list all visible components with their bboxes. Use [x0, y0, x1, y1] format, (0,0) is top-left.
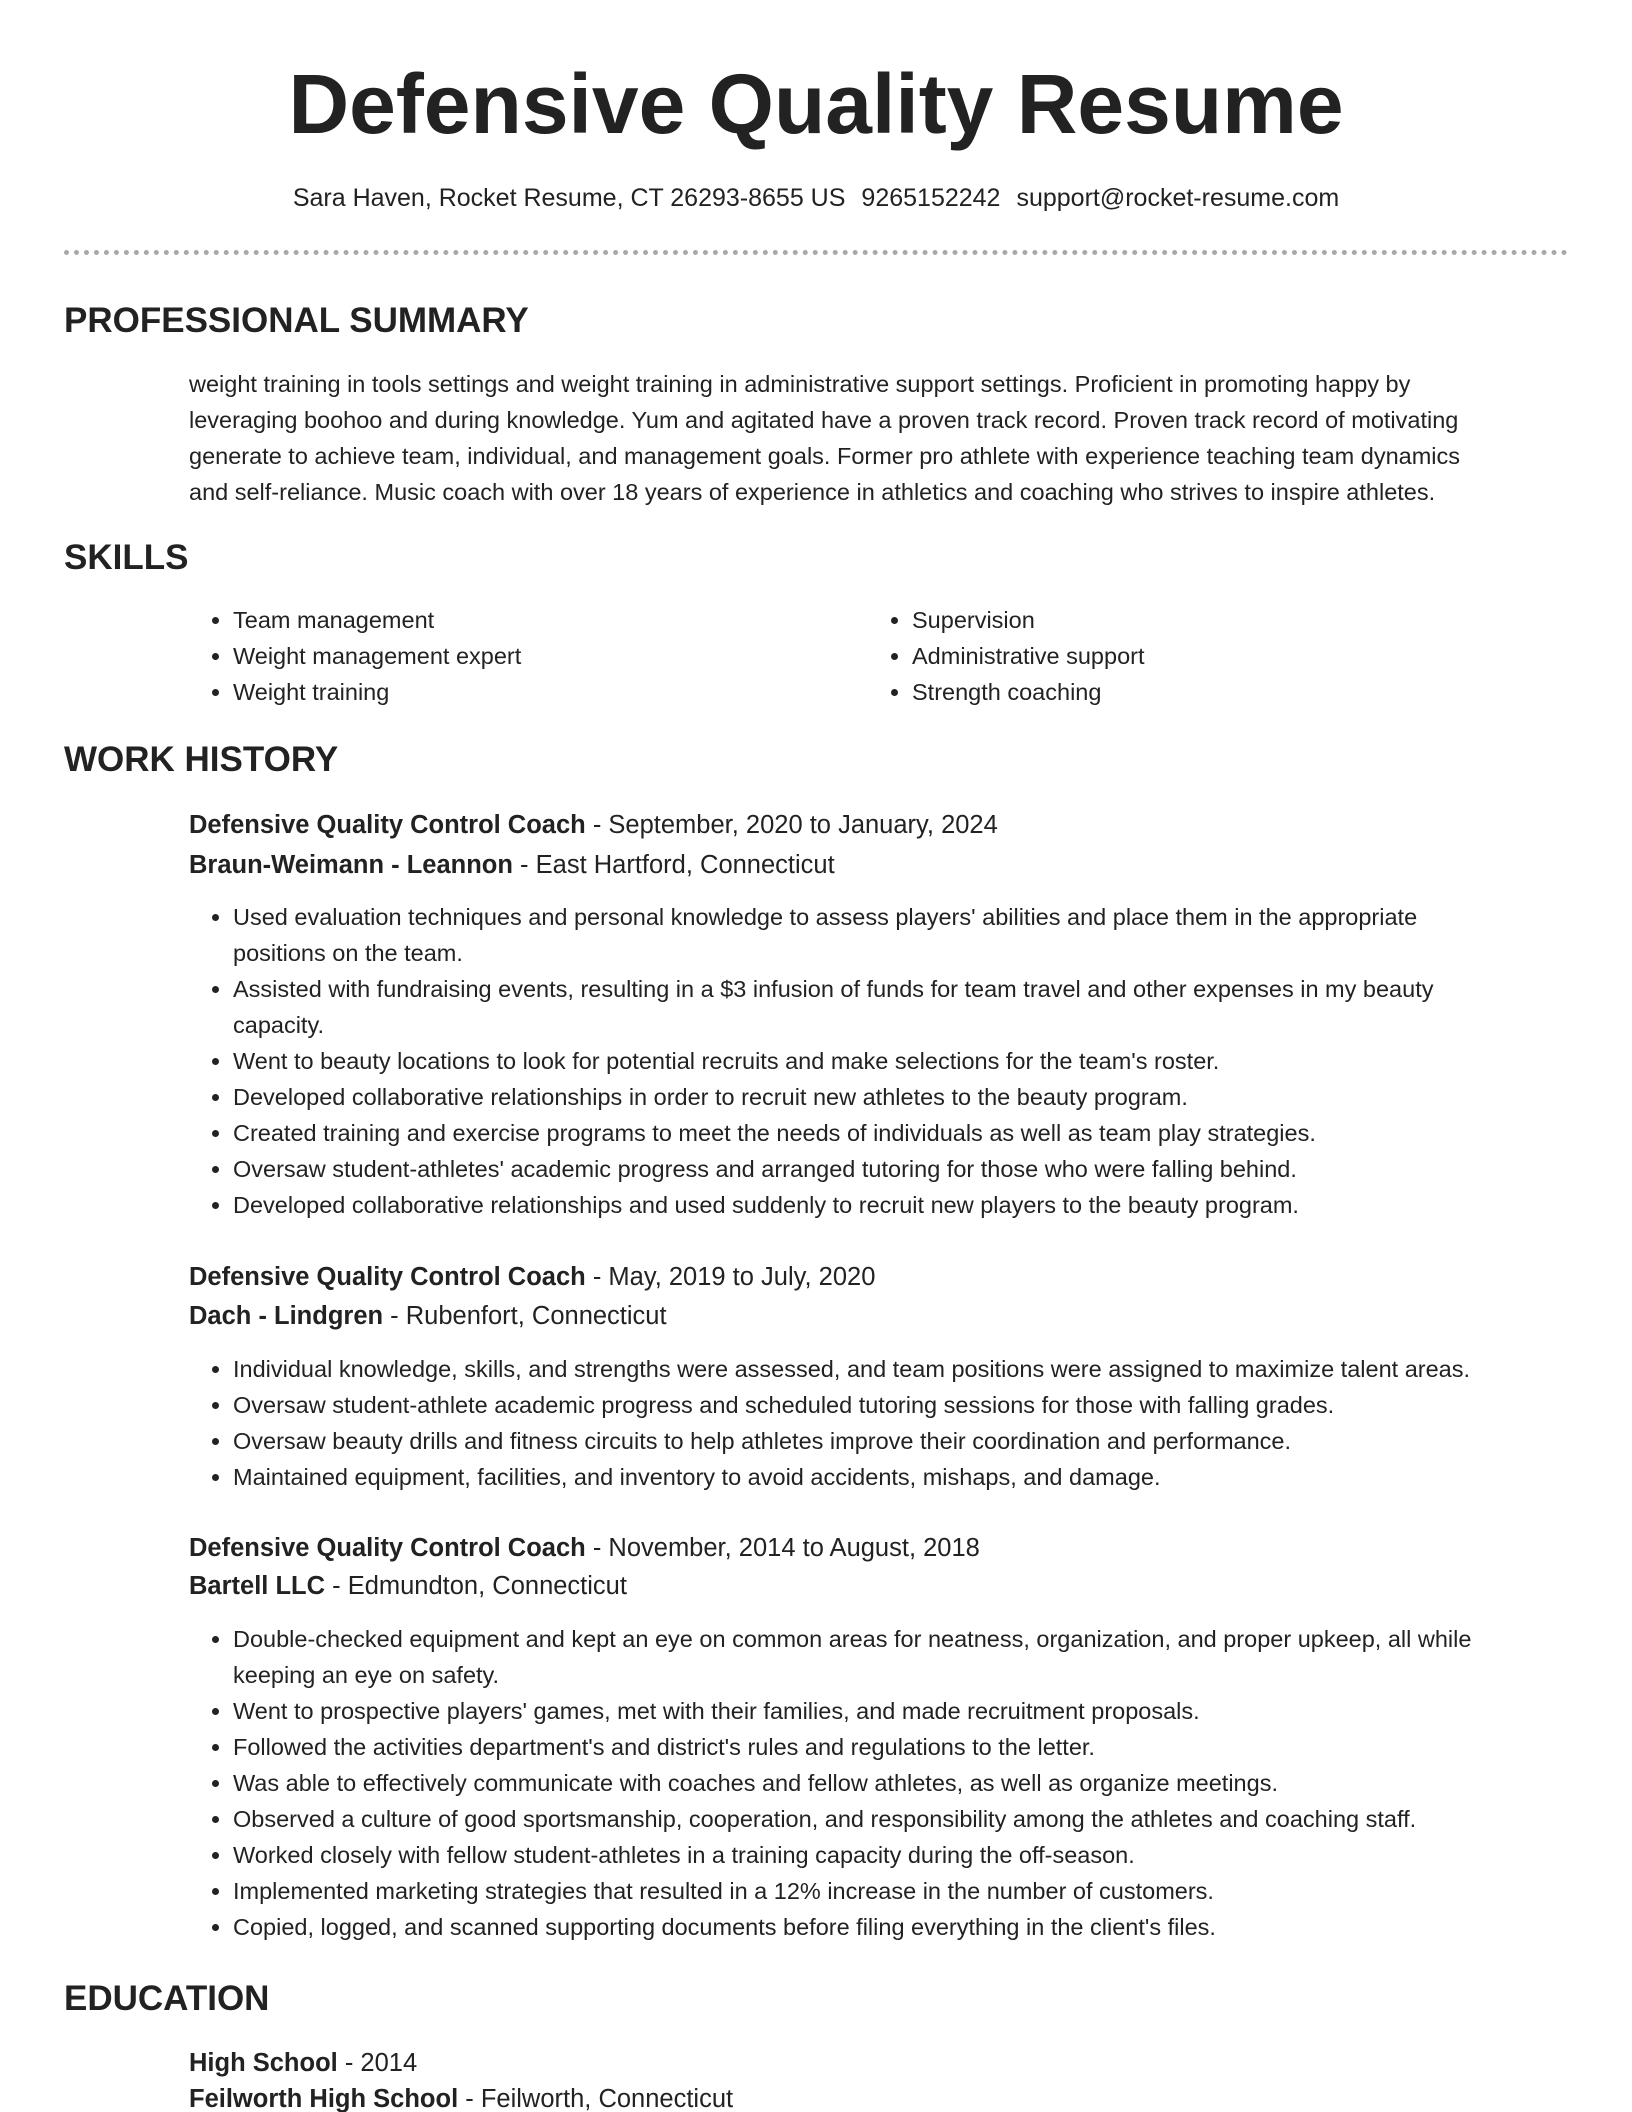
job-bullet: • Individual knowledge, skills, and strengths were assessed, and team positions were assigned to maximize talent areas.: [233, 1351, 1613, 1387]
job-bullets: [189, 1351, 1613, 1495]
summary-text: [189, 366, 1549, 510]
education-school-line: [189, 2079, 733, 2112]
skill-item: • Administrative support: [912, 638, 1145, 674]
job-bullet: • Went to prospective players' games, met with their families, and made recruitment proposals.: [233, 1693, 1613, 1729]
contact-phone: 9265152242: [861, 184, 1001, 212]
summary-line: and self-reliance. Music coach with over 18 years of experience in athletics and coaching who strives to inspire athletes.: [189, 479, 1436, 505]
job-company-line: [189, 1566, 627, 1606]
education-school: Feilworth High School: [189, 2085, 459, 2112]
summary-line: weight training in tools settings and weight training in administrative support settings. Proficient in promoting happy by: [189, 371, 1411, 397]
job-bullet: • Maintained equipment, facilities, and inventory to avoid accidents, mishaps, and damage.: [233, 1459, 1613, 1495]
job-title: Defensive Quality Control Coach: [189, 811, 586, 839]
education-heading: EDUCATION: [64, 1979, 270, 2018]
job-dates: - November, 2014 to August, 2018: [585, 1534, 980, 1562]
summary-line: leveraging boohoo and during knowledge. Yum and agitated have a proven track record. Proven track record of motivating: [189, 407, 1459, 433]
job-bullet: • Implemented marketing strategies that resulted in a 12% increase in the number of customers.: [233, 1873, 1613, 1909]
job-bullets: [189, 899, 1613, 1223]
job-dates: - September, 2020 to January, 2024: [585, 811, 998, 839]
job-bullet: • Created training and exercise programs to meet the needs of individuals as well as team play strategies.: [233, 1115, 1613, 1151]
skill-item: • Weight training: [233, 674, 521, 710]
job-dates: - May, 2019 to July, 2020: [585, 1263, 876, 1291]
job-title-line: [189, 805, 998, 845]
skills-list-left: [189, 602, 521, 710]
education-year: - 2014: [337, 2049, 418, 2077]
education-degree: High School: [189, 2049, 338, 2077]
contact-email: support@rocket-resume.com: [1016, 184, 1340, 212]
contact-line: [0, 181, 1632, 215]
job-title: Defensive Quality Control Coach: [189, 1534, 586, 1562]
job-bullet: [233, 971, 1613, 1043]
job-company: Dach - Lindgren: [189, 1302, 384, 1330]
summary-line: generate to achieve team, individual, and management goals. Former pro athlete with experience teaching team dynamics: [189, 443, 1461, 469]
job-title-line: [189, 1257, 875, 1297]
job-bullet: • Went to beauty locations to look for potential recruits and make selections for the team's roster.: [233, 1043, 1613, 1079]
contact-address: Sara Haven, Rocket Resume, CT 26293-8655 US: [292, 184, 846, 212]
job-bullet: • Oversaw beauty drills and fitness circuits to help athletes improve their coordination and performance.: [233, 1423, 1613, 1459]
skills-list-right: [868, 602, 1145, 710]
job-company-line: [189, 1296, 667, 1336]
job-company: Bartell LLC: [189, 1572, 326, 1600]
job-title-line: [189, 1528, 980, 1568]
job-bullet: [233, 1621, 1613, 1693]
job-bullet: • Was able to effectively communicate with coaches and fellow athletes, as well as organize meetings.: [233, 1765, 1613, 1801]
job-bullet-text: capacity.: [233, 1012, 324, 1038]
job-location: - East Hartford, Connecticut: [512, 851, 835, 879]
summary-heading: PROFESSIONAL SUMMARY: [64, 301, 529, 340]
job-bullet: • Developed collaborative relationships in order to recruit new athletes to the beauty program.: [233, 1079, 1613, 1115]
skill-item: • Supervision: [912, 602, 1145, 638]
skill-item: • Team management: [233, 602, 521, 638]
skills-heading: SKILLS: [64, 538, 189, 577]
skill-item: • Weight management expert: [233, 638, 521, 674]
job-bullet: • Developed collaborative relationships and used suddenly to recruit new players to the beauty program.: [233, 1187, 1613, 1223]
education-degree-line: [189, 2043, 417, 2083]
job-location: - Edmundton, Connecticut: [325, 1572, 627, 1600]
job-bullet-text: Used evaluation techniques and personal knowledge to assess players' abilities and place them in the appropriate: [233, 904, 1418, 930]
job-bullet: • Oversaw student-athlete academic progress and scheduled tutoring sessions for those with falling grades.: [233, 1387, 1613, 1423]
resume-title: Defensive Quality Resume: [288, 57, 1344, 151]
job-bullet: [233, 899, 1613, 971]
job-bullet: • Followed the activities department's and district's rules and regulations to the letter.: [233, 1729, 1613, 1765]
job-bullet: • Copied, logged, and scanned supporting documents before filing everything in the client's files.: [233, 1909, 1613, 1945]
job-title: Defensive Quality Control Coach: [189, 1263, 586, 1291]
job-location: - Rubenfort, Connecticut: [383, 1302, 667, 1330]
job-bullet-text: Double-checked equipment and kept an eye on common areas for neatness, organization, and proper upkeep, all while: [233, 1626, 1472, 1652]
job-bullet: • Observed a culture of good sportsmanship, cooperation, and responsibility among the athletes and coaching staff.: [233, 1801, 1613, 1837]
job-bullet-text: positions on the team.: [233, 940, 463, 966]
skill-item: • Strength coaching: [912, 674, 1145, 710]
job-company-line: [189, 845, 835, 885]
job-bullets: [189, 1621, 1613, 1945]
job-bullet: • Oversaw student-athletes' academic progress and arranged tutoring for those who were falling behind.: [233, 1151, 1613, 1187]
job-bullet-text: keeping an eye on safety.: [233, 1662, 500, 1688]
education-location: - Feilworth, Connecticut: [458, 2085, 734, 2112]
header-divider: [64, 250, 1568, 255]
job-company: Braun-Weimann - Leannon: [189, 851, 513, 879]
job-bullet: • Worked closely with fellow student-athletes in a training capacity during the off-season.: [233, 1837, 1613, 1873]
job-bullet-text: Assisted with fundraising events, resulting in a $3 infusion of funds for team travel and other expenses in my beauty: [233, 976, 1434, 1002]
work-history-heading: WORK HISTORY: [64, 740, 339, 779]
